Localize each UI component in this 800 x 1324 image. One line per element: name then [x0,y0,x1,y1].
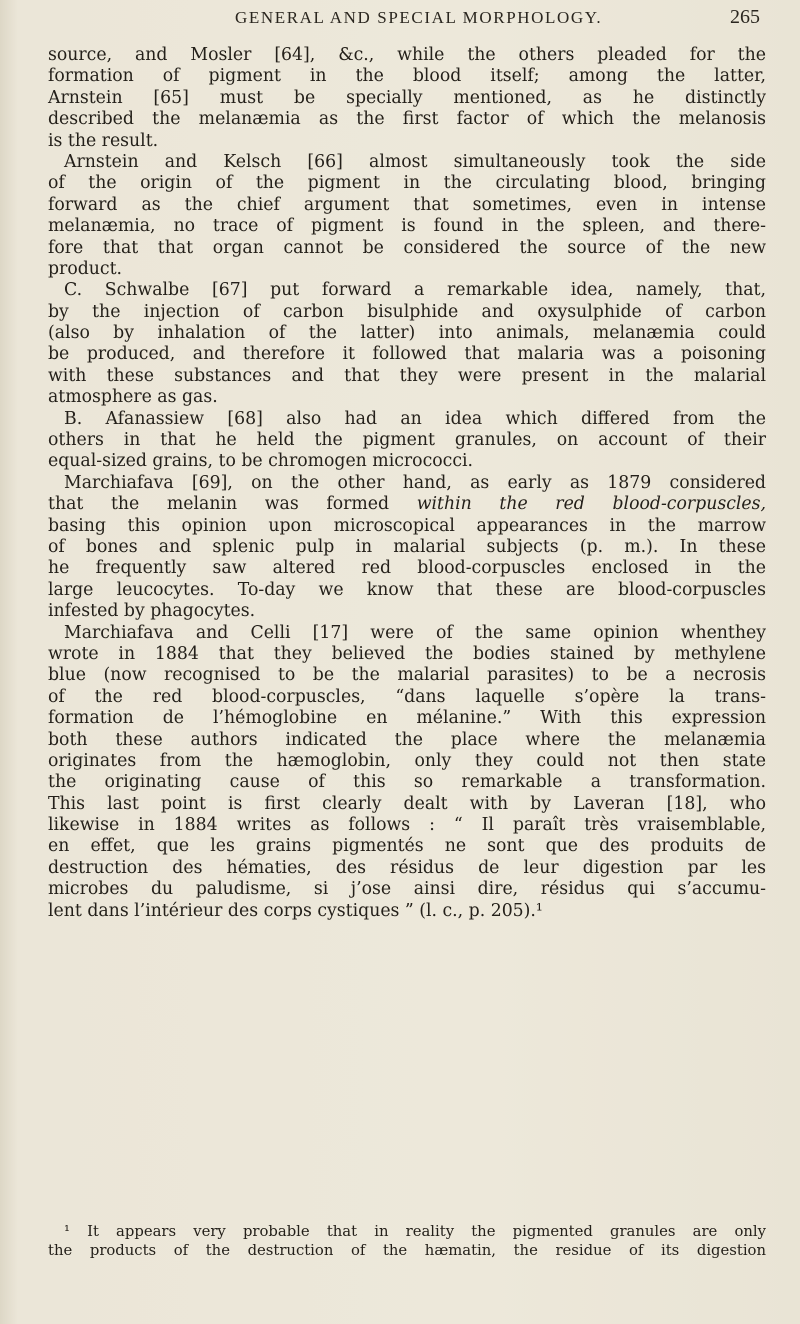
text-line: of the red blood-corpuscles, “dans laquelle s’opère la trans- [48,686,766,707]
italic-phrase: within the red blood-corpuscles, [416,494,766,515]
text-line: Marchiafava and Celli [17] were of the same opinion whenthey [64,622,766,643]
text-line: Marchiafava [69], on the other hand, as early as 1879 considered [64,472,766,493]
text-line: product. [48,258,123,279]
text-line: is the result. [48,130,159,151]
text-line: fore that that organ cannot be considered the source of the new [48,237,766,258]
text-line: with these substances and that they were present in the malarial [48,365,766,386]
running-head-title: GENERAL AND SPECIAL MORPHOLOGY. [235,8,603,27]
text-line: source, and Mosler [64], &c., while the others pleaded for the [48,45,766,65]
text-line: of the origin of the pigment in the circulating blood, bringing [48,173,766,194]
text-line: This last point is first clearly dealt with by Laveran [18], who [48,793,766,814]
text-line: both these authors indicated the place where the melanæmia [48,729,766,750]
text-line: wrote in 1884 that they believed the bodies stained by methylene [48,643,766,664]
footnote-line: ¹ It appears very probable that in reality the pigmented granules are only [64,1223,766,1240]
text-line: by the injection of carbon bisulphide and oxysulphide of carbon [48,301,766,322]
text-line: the originating cause of this so remarkable a transformation. [48,772,766,793]
body-text [48,45,766,922]
text-line: destruction des hématies, des résidus de leur digestion par les [48,857,766,878]
text-line: of bones and splenic pulp in malarial subjects (p. m.). In these [48,536,766,557]
text-line: infested by phagocytes. [48,601,256,622]
text-line: forward as the chief argument that sometimes, even in intense [48,194,766,215]
text-line: be produced, and therefore it followed that malaria was a poisoning [48,344,766,365]
text-line: B. Afanassiew [68] also had an idea which differed from the [64,408,766,429]
text-line: microbes du paludisme, si j’ose ainsi dire, résidus qui s’accumu- [48,879,766,900]
text-line: described the melanæmia as the first factor of which the melanosis [48,109,766,130]
running-head [0,4,800,32]
text-line: others in that he held the pigment granules, on account of their [48,430,766,451]
text-line: melanæmia, no trace of pigment is found in the spleen, and there- [48,216,766,237]
text-line: he frequently saw altered red blood-corpuscles enclosed in the [48,558,766,579]
text-line: lent dans l’intérieur des corps cystiques ” (l. c., p. 205).¹ [48,900,543,921]
text-segment: that the melanin was formed [48,494,417,515]
text-line-with-italic [48,494,766,515]
text-line: originates from the hæmoglobin, only they could not then state [48,750,766,771]
text-line: formation of pigment in the blood itself; among the latter, [48,66,766,87]
footnote [48,1222,766,1260]
text-line: Arnstein and Kelsch [66] almost simultaneously took the side [64,151,766,172]
text-line: formation de l’hémoglobine en mélanine.” With this expression [48,708,766,729]
text-line: en effet, que les grains pigmentés ne sont que des produits de [48,836,766,857]
text-line: basing this opinion upon microscopical appearances in the marrow [48,515,766,536]
text-line: large leucocytes. To-day we know that these are blood-corpuscles [48,579,766,600]
text-line: (also by inhalation of the latter) into animals, melanæmia could [48,323,766,344]
text-line: likewise in 1884 writes as follows : “ Il paraît très vraisemblable, [48,815,766,836]
text-line: C. Schwalbe [67] put forward a remarkable idea, namely, that, [64,280,766,301]
text-line: blue (now recognised to be the malarial parasites) to be a necrosis [48,665,766,686]
text-line: Arnstein [65] must be specially mentioned, as he distinctly [48,87,766,108]
text-line: equal-sized grains, to be chromogen micrococci. [48,451,474,472]
text-line: atmosphere as gas. [48,387,218,408]
page-number: 265 [730,6,760,28]
footnote-line: the products of the destruction of the hæmatin, the residue of its digestion [48,1242,766,1259]
